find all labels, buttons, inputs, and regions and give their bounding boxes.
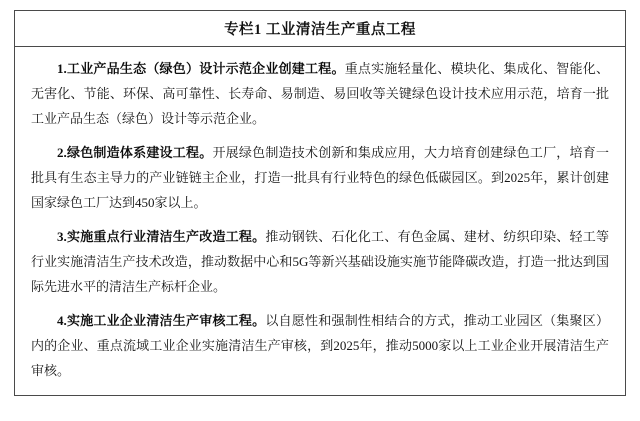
paragraph-4-lead: 4.实施工业企业清洁生产审核工程。 bbox=[57, 313, 266, 328]
paragraph-1 bbox=[31, 56, 609, 131]
paragraph-4-text: 以自愿性和强制性相结合的方式，推动工业园区（集聚区）内的企业、重点流域工业企业实施清洁生产审核，到2025年，推动5000家以上工业企业开展清洁生产审核。 bbox=[31, 313, 609, 378]
paragraph-3-lead: 3.实施重点行业清洁生产改造工程。 bbox=[57, 229, 266, 244]
highlight-box bbox=[14, 10, 626, 396]
box-body bbox=[15, 47, 625, 395]
paragraph-2 bbox=[31, 140, 609, 215]
paragraph-3-text: 推动钢铁、石化化工、有色金属、建材、纺织印染、轻工等行业实施清洁生产技术改造，推动数据中心和5G等新兴基础设施实施节能降碳改造，打造一批达到国际先进水平的清洁生产标杆企业。 bbox=[31, 229, 609, 294]
box-title: 专栏1 工业清洁生产重点工程 bbox=[15, 11, 625, 47]
paragraph-1-text: 重点实施轻量化、模块化、集成化、智能化、无害化、节能、环保、高可靠性、长寿命、易制造、易回收等关键绿色设计技术应用示范，培育一批工业产品生态（绿色）设计等示范企业。 bbox=[31, 61, 609, 126]
paragraph-2-lead: 2.绿色制造体系建设工程。 bbox=[57, 145, 213, 160]
paragraph-4 bbox=[31, 308, 609, 383]
paragraph-1-lead: 1.工业产品生态（绿色）设计示范企业创建工程。 bbox=[57, 61, 345, 76]
paragraph-3 bbox=[31, 224, 609, 299]
paragraph-2-text: 开展绿色制造技术创新和集成应用，大力培育创建绿色工厂，培育一批具有生态主导力的产业链链主企业，打造一批具有行业特色的绿色低碳园区。到2025年，累计创建国家绿色工厂达到450家以上。 bbox=[31, 145, 609, 210]
